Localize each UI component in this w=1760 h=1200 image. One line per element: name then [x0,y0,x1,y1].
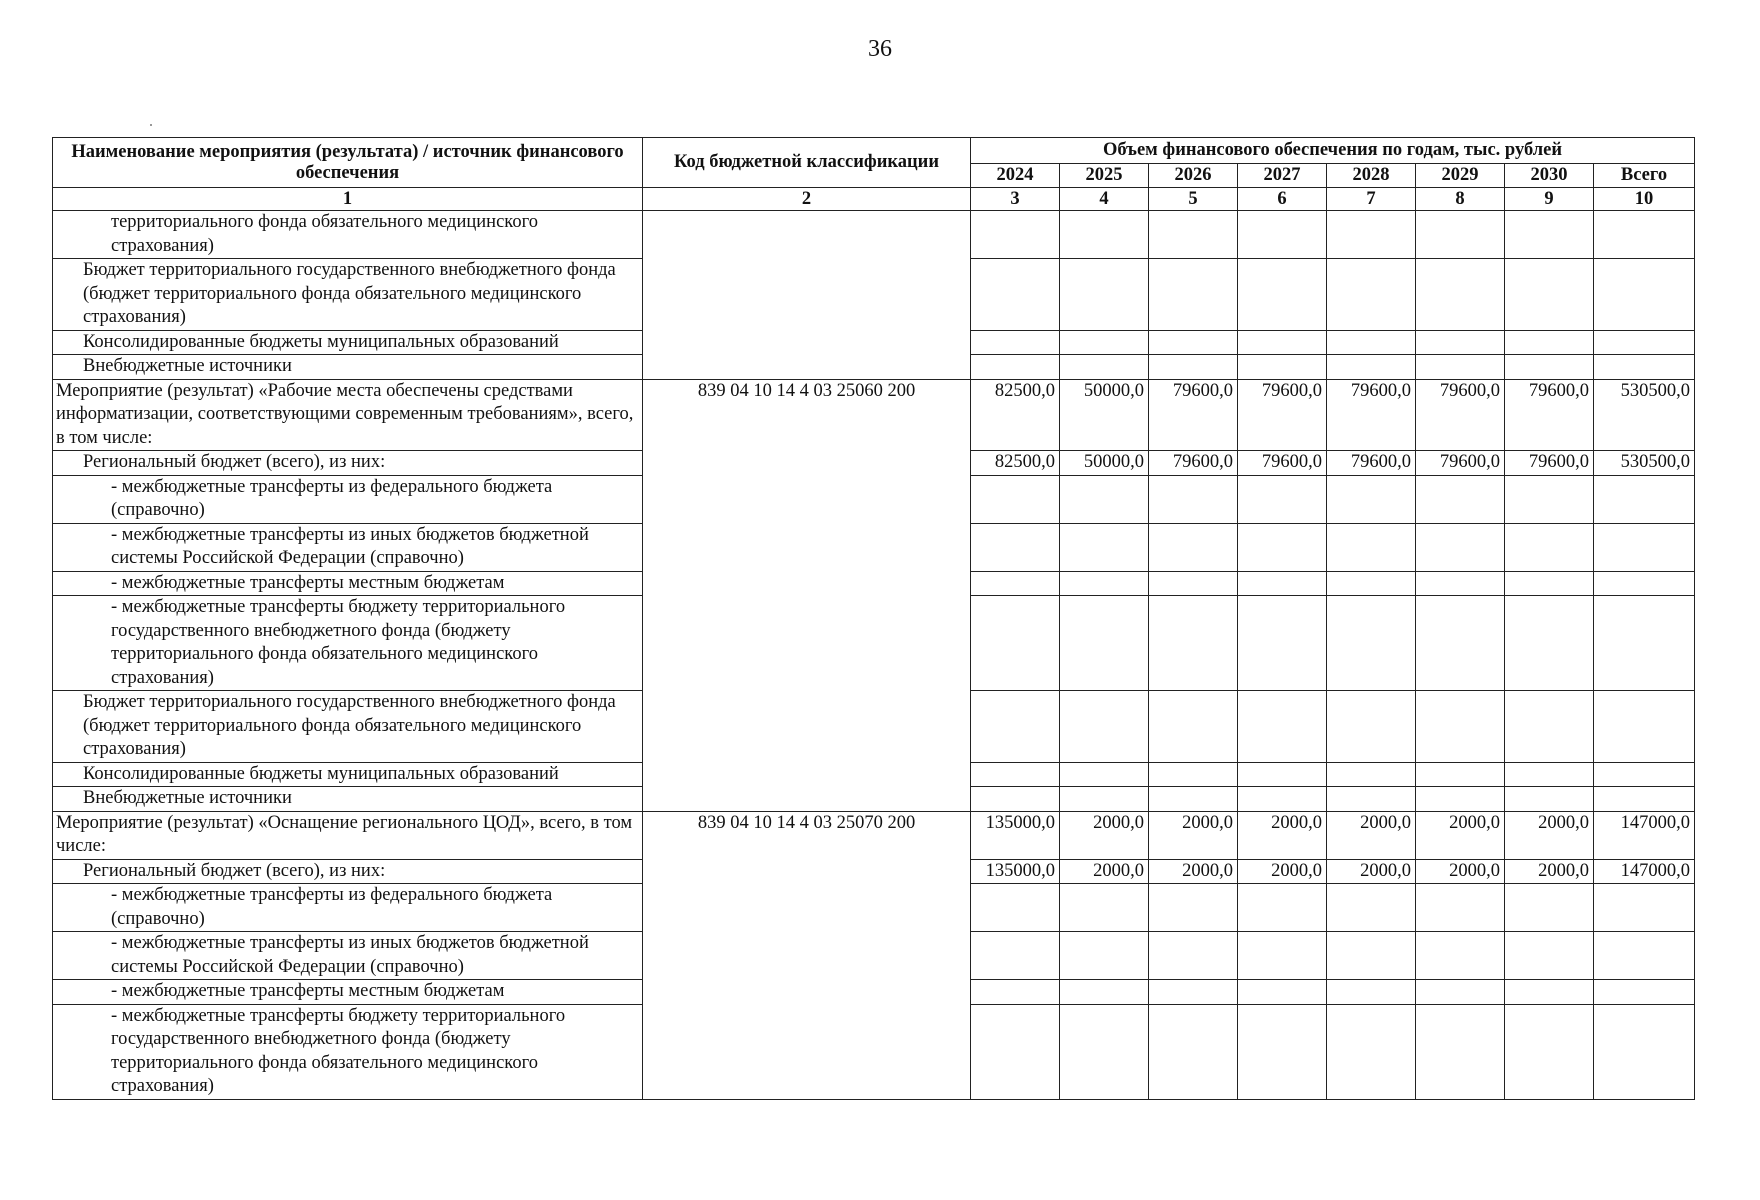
value-year [1238,596,1327,691]
value-year [971,259,1060,331]
row-name: - межбюджетные трансферты из федерального бюджета (справочно) [53,884,643,932]
value-year: 79600,0 [1327,379,1416,451]
value-year [1238,932,1327,980]
column-number: 1 [53,188,643,211]
value-year [1327,596,1416,691]
value-year [1149,691,1238,763]
column-number: 8 [1416,188,1505,211]
value-year [1060,211,1149,259]
row-name: Бюджет территориального государственного внебюджетного фонда (бюджет территориального фонда обязательного медицинского страхования) [53,259,643,331]
column-number: 4 [1060,188,1149,211]
value-year [971,884,1060,932]
value-year [971,211,1060,259]
value-year [971,330,1060,355]
value-year [1060,980,1149,1005]
value-total [1594,787,1695,812]
value-year [1149,932,1238,980]
column-number: 9 [1505,188,1594,211]
budget-code: 839 04 10 14 4 03 25060 200 [643,379,971,811]
value-total [1594,596,1695,691]
header-year: 2027 [1238,164,1327,188]
row-name: Мероприятие (результат) «Оснащение регионального ЦОД», всего, в том числе: [53,811,643,859]
row-name: Внебюджетные источники [53,787,643,812]
row-name: - межбюджетные трансферты местным бюджетам [53,571,643,596]
value-year [971,1004,1060,1099]
value-year [1505,1004,1594,1099]
header-year: 2026 [1149,164,1238,188]
value-year: 2000,0 [1238,811,1327,859]
value-year [1327,211,1416,259]
row-name: Региональный бюджет (всего), из них: [53,859,643,884]
value-year [1327,787,1416,812]
scan-speck [150,124,152,126]
value-year: 79600,0 [1505,451,1594,476]
value-year [1060,259,1149,331]
value-year: 135000,0 [971,811,1060,859]
value-year [971,571,1060,596]
row-name: - межбюджетные трансферты местным бюджетам [53,980,643,1005]
value-year [1416,980,1505,1005]
value-year [1149,523,1238,571]
value-year [1238,1004,1327,1099]
value-year [1505,211,1594,259]
value-year [1238,884,1327,932]
value-year [1060,691,1149,763]
row-name: Бюджет территориального государственного внебюджетного фонда (бюджет территориального фонда обязательного медицинского страхования) [53,691,643,763]
value-year [1149,211,1238,259]
value-year [1416,932,1505,980]
value-year [1505,787,1594,812]
row-name: территориального фонда обязательного медицинского страхования) [53,211,643,259]
value-year [1327,259,1416,331]
value-year [1327,932,1416,980]
value-total [1594,932,1695,980]
value-year [1505,475,1594,523]
value-year [1505,932,1594,980]
header-volume: Объем финансового обеспечения по годам, тыс. рублей [971,138,1695,164]
value-year: 79600,0 [1416,451,1505,476]
value-year [1149,762,1238,787]
row-name: - межбюджетные трансферты из федерального бюджета (справочно) [53,475,643,523]
value-year: 2000,0 [1060,811,1149,859]
table-row [53,811,1695,859]
value-year: 2000,0 [1149,811,1238,859]
value-year [1060,330,1149,355]
row-name: Внебюджетные источники [53,355,643,380]
value-year [1327,1004,1416,1099]
value-year: 2000,0 [1505,859,1594,884]
value-year [1327,330,1416,355]
value-year [1238,980,1327,1005]
budget-code: 839 04 10 14 4 03 25070 200 [643,811,971,1099]
budget-code [643,211,971,380]
value-year: 79600,0 [1238,451,1327,476]
header-column-numbers [53,188,1695,211]
value-year [971,762,1060,787]
value-total: 147000,0 [1594,811,1695,859]
value-year [1149,596,1238,691]
value-year [1327,980,1416,1005]
value-year: 82500,0 [971,451,1060,476]
value-year: 2000,0 [1416,811,1505,859]
value-year: 2000,0 [1505,811,1594,859]
value-year [1238,259,1327,331]
value-total: 530500,0 [1594,379,1695,451]
value-year: 79600,0 [1149,451,1238,476]
header-year: 2025 [1060,164,1149,188]
value-year [1327,355,1416,380]
value-year: 2000,0 [1327,859,1416,884]
value-year [1149,980,1238,1005]
header-year: Всего [1594,164,1695,188]
value-year: 82500,0 [971,379,1060,451]
value-year [1505,571,1594,596]
value-year [1238,355,1327,380]
value-total [1594,980,1695,1005]
row-name: Мероприятие (результат) «Рабочие места обеспечены средствами информатизации, соответствующими современным требованиям», всего, в том числе: [53,379,643,451]
value-year [1238,523,1327,571]
value-year [1416,211,1505,259]
value-year [1149,787,1238,812]
row-name: - межбюджетные трансферты из иных бюджетов бюджетной системы Российской Федерации (справочно) [53,523,643,571]
value-year [1327,691,1416,763]
value-year [1327,762,1416,787]
value-year: 79600,0 [1149,379,1238,451]
row-name: Консолидированные бюджеты муниципальных образований [53,762,643,787]
value-year [1416,355,1505,380]
value-total [1594,355,1695,380]
value-total [1594,762,1695,787]
value-year [1238,787,1327,812]
value-year: 79600,0 [1238,379,1327,451]
value-year [1416,330,1505,355]
value-total [1594,211,1695,259]
column-number: 10 [1594,188,1695,211]
value-year [1505,523,1594,571]
header-code: Код бюджетной классификации [643,138,971,188]
value-year [1060,523,1149,571]
value-year [971,523,1060,571]
value-year [1238,211,1327,259]
value-year [1416,884,1505,932]
value-year [1149,355,1238,380]
value-year [1505,355,1594,380]
value-year [971,980,1060,1005]
value-year [1060,1004,1149,1099]
value-year [1060,762,1149,787]
financing-table [52,137,1695,1100]
value-year: 2000,0 [1327,811,1416,859]
value-year [1416,1004,1505,1099]
value-year [1060,884,1149,932]
column-number: 7 [1327,188,1416,211]
value-year [1238,691,1327,763]
value-year [1505,259,1594,331]
value-year [1416,596,1505,691]
value-year [1149,571,1238,596]
value-year [1060,571,1149,596]
value-total [1594,1004,1695,1099]
value-total [1594,523,1695,571]
value-total [1594,330,1695,355]
value-total [1594,691,1695,763]
value-year [1060,475,1149,523]
value-year [1060,932,1149,980]
value-year [1149,259,1238,331]
value-year [1238,571,1327,596]
value-year [1238,475,1327,523]
value-total [1594,259,1695,331]
value-year: 79600,0 [1505,379,1594,451]
value-year: 2000,0 [1238,859,1327,884]
header-year: 2030 [1505,164,1594,188]
value-year [1060,596,1149,691]
value-year: 2000,0 [1416,859,1505,884]
value-year [1505,330,1594,355]
value-year: 135000,0 [971,859,1060,884]
value-year [1416,571,1505,596]
value-total [1594,475,1695,523]
value-year [1060,787,1149,812]
header-name: Наименование мероприятия (результата) / источник финансового обеспечения [53,138,643,188]
header-year: 2029 [1416,164,1505,188]
value-year: 79600,0 [1327,451,1416,476]
value-year [1327,523,1416,571]
value-year [1327,475,1416,523]
column-number: 5 [1149,188,1238,211]
row-name: - межбюджетные трансферты бюджету территориального государственного внебюджетного фонда (бюджету территориального фонда обязательного медицинского страхования) [53,1004,643,1099]
value-year [1505,980,1594,1005]
value-year [971,355,1060,380]
header-year: 2028 [1327,164,1416,188]
column-number: 3 [971,188,1060,211]
value-year [1149,884,1238,932]
value-year [1505,762,1594,787]
value-year [971,787,1060,812]
value-year [1149,1004,1238,1099]
value-year [971,475,1060,523]
column-number: 6 [1238,188,1327,211]
value-year [1416,475,1505,523]
row-name: - межбюджетные трансферты бюджету территориального государственного внебюджетного фонда (бюджету территориального фонда обязательного медицинского страхования) [53,596,643,691]
row-name: - межбюджетные трансферты из иных бюджетов бюджетной системы Российской Федерации (справочно) [53,932,643,980]
value-year [1416,259,1505,331]
header-year: 2024 [971,164,1060,188]
value-year [1416,523,1505,571]
value-year [1416,691,1505,763]
value-year [1149,330,1238,355]
value-year [1238,330,1327,355]
column-number: 2 [643,188,971,211]
page-number: 36 [868,36,892,62]
value-year [971,596,1060,691]
table-row [53,211,1695,259]
value-year [971,932,1060,980]
table-row [53,379,1695,451]
value-year: 2000,0 [1149,859,1238,884]
value-year [1327,571,1416,596]
value-year: 50000,0 [1060,379,1149,451]
value-year [1505,884,1594,932]
row-name: Региональный бюджет (всего), из них: [53,451,643,476]
value-total: 530500,0 [1594,451,1695,476]
value-year [1505,596,1594,691]
value-total [1594,571,1695,596]
value-total [1594,884,1695,932]
value-year [1327,884,1416,932]
value-year [1416,762,1505,787]
value-year [1238,762,1327,787]
value-year [1416,787,1505,812]
value-year: 50000,0 [1060,451,1149,476]
value-year: 79600,0 [1416,379,1505,451]
value-year [971,691,1060,763]
value-year [1505,691,1594,763]
value-total: 147000,0 [1594,859,1695,884]
row-name: Консолидированные бюджеты муниципальных образований [53,330,643,355]
value-year [1149,475,1238,523]
value-year: 2000,0 [1060,859,1149,884]
value-year [1060,355,1149,380]
